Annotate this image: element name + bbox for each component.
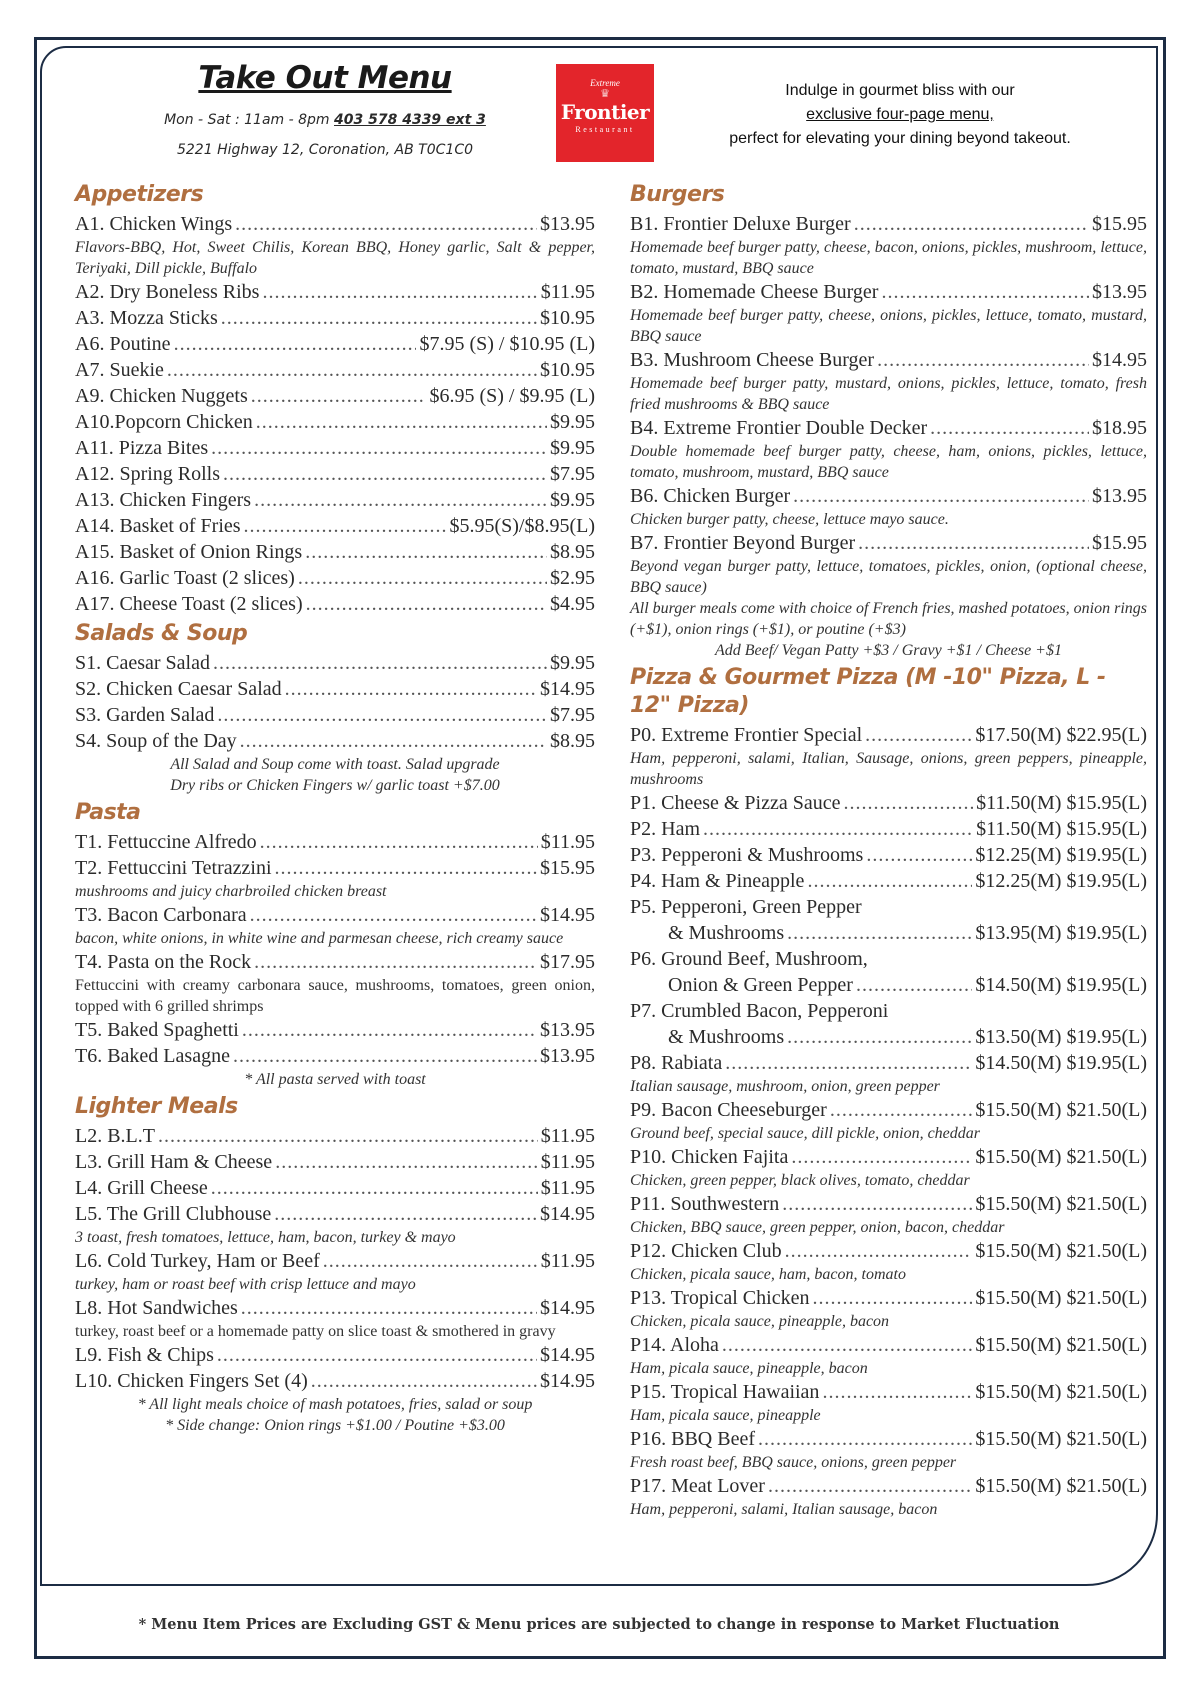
menu-item-price: $9.95 bbox=[550, 489, 595, 511]
menu-item-row bbox=[630, 998, 1147, 1024]
menu-item-row bbox=[75, 409, 595, 435]
menu-item-description: Ham, picala sauce, pineapple, bacon bbox=[630, 1360, 868, 1377]
menu-item-row bbox=[75, 305, 595, 331]
menu-item-price: $15.50(M) $21.50(L) bbox=[975, 1099, 1147, 1121]
dot-leader bbox=[854, 211, 1089, 237]
menu-item-price: $14.95 bbox=[540, 1344, 595, 1366]
menu-item-price: $18.95 bbox=[1092, 417, 1147, 439]
footer-disclaimer: * Menu Item Prices are Excluding GST & Menu prices are subjected to change in response to Market Fluctuation bbox=[138, 1616, 1060, 1633]
menu-item-name-line2: & Mushrooms bbox=[668, 1026, 785, 1048]
menu-item-row bbox=[630, 211, 1147, 237]
menu-item-row bbox=[75, 591, 595, 617]
restaurant-logo bbox=[556, 64, 654, 162]
section-title-pasta: Pasta bbox=[75, 800, 141, 825]
menu-item-name: A3. Mozza Sticks bbox=[75, 307, 218, 329]
salads-note: Dry ribs or Chicken Fingers w/ garlic toast +$7.00 bbox=[170, 777, 500, 794]
menu-item-name: B2. Homemade Cheese Burger bbox=[630, 281, 879, 303]
menu-item-name: P4. Ham & Pineapple bbox=[630, 870, 805, 892]
dot-leader bbox=[211, 1175, 538, 1201]
menu-item-price: $11.95 bbox=[540, 1125, 595, 1147]
menu-item-price: $15.50(M) $21.50(L) bbox=[975, 1381, 1147, 1403]
menu-item-name: P2. Ham bbox=[630, 818, 700, 840]
dot-leader bbox=[866, 842, 972, 868]
menu-item-row bbox=[75, 1043, 595, 1069]
menu-item-name: P3. Pepperoni & Mushrooms bbox=[630, 844, 864, 866]
menu-item-price: $6.95 (S) / $9.95 (L) bbox=[429, 385, 595, 407]
menu-item-name: T2. Fettuccini Tetrazzini bbox=[75, 857, 272, 879]
dot-leader bbox=[768, 1473, 972, 1499]
menu-item-price: $14.50(M) $19.95(L) bbox=[975, 974, 1147, 996]
dot-leader bbox=[256, 409, 547, 435]
menu-item-row bbox=[75, 331, 595, 357]
dot-leader bbox=[167, 357, 537, 383]
menu-item-name: A10.Popcorn Chicken bbox=[75, 411, 253, 433]
menu-item-price: $14.95 bbox=[540, 1370, 595, 1392]
menu-item-name: P0. Extreme Frontier Special bbox=[630, 724, 863, 746]
menu-item-name: B6. Chicken Burger bbox=[630, 485, 791, 507]
dot-leader bbox=[812, 1285, 972, 1311]
lighter-meals-list bbox=[75, 1123, 595, 1394]
menu-item-description: Fresh roast beef, BBQ sauce, onions, green pepper bbox=[630, 1454, 957, 1471]
menu-item-row bbox=[75, 702, 595, 728]
menu-item-name: B1. Frontier Deluxe Burger bbox=[630, 213, 851, 235]
menu-item-row bbox=[75, 1175, 595, 1201]
dot-leader bbox=[298, 565, 547, 591]
menu-item-name: P5. Pepperoni, Green Pepper bbox=[630, 896, 862, 918]
menu-item-price: $13.95 bbox=[540, 213, 595, 235]
menu-item-description: Chicken, green pepper, black olives, tomato, cheddar bbox=[630, 1172, 970, 1189]
menu-item-price: $12.25(M) $19.95(L) bbox=[975, 870, 1147, 892]
menu-item-description: Double homemade beef burger patty, cheese, ham, onions, pickles, lettuce, tomato, mushroom, mustard, BBQ sauce bbox=[630, 443, 1147, 481]
dot-leader bbox=[274, 1201, 537, 1227]
menu-item-description: 3 toast, fresh tomatoes, lettuce, ham, bacon, turkey & mayo bbox=[75, 1229, 456, 1246]
menu-item-price: $2.95 bbox=[550, 567, 595, 589]
dot-leader bbox=[235, 211, 537, 237]
pizza-list bbox=[630, 722, 1147, 1520]
menu-item-row bbox=[630, 1050, 1147, 1076]
menu-item-row bbox=[630, 1285, 1147, 1311]
menu-item-price: $15.50(M) $21.50(L) bbox=[975, 1240, 1147, 1262]
menu-item-name: B3. Mushroom Cheese Burger bbox=[630, 349, 875, 371]
menu-item-row bbox=[630, 1144, 1147, 1170]
menu-item-row bbox=[630, 347, 1147, 373]
menu-item-price: $13.95(M) $19.95(L) bbox=[975, 922, 1147, 944]
section-title-appetizers: Appetizers bbox=[75, 182, 204, 207]
menu-item-row bbox=[75, 487, 595, 513]
dot-leader bbox=[242, 1017, 537, 1043]
menu-item-price: $9.95 bbox=[550, 411, 595, 433]
menu-item-name: P10. Chicken Fajita bbox=[630, 1146, 789, 1168]
menu-item-row bbox=[75, 1248, 595, 1274]
dot-leader bbox=[787, 920, 972, 946]
menu-item-description: Ham, pepperoni, salami, Italian sausage, bacon bbox=[630, 1501, 938, 1518]
menu-item-row bbox=[75, 1342, 595, 1368]
menu-item-name: A14. Basket of Fries bbox=[75, 515, 241, 537]
dot-leader bbox=[703, 816, 973, 842]
dot-leader bbox=[793, 483, 1089, 509]
menu-item-row bbox=[630, 483, 1147, 509]
menu-item-row bbox=[75, 1368, 595, 1394]
dot-leader bbox=[233, 1043, 537, 1069]
dot-leader bbox=[877, 347, 1089, 373]
dot-leader bbox=[930, 415, 1089, 441]
menu-item-name: S2. Chicken Caesar Salad bbox=[75, 678, 282, 700]
dot-leader bbox=[782, 1191, 972, 1217]
menu-item-name: B7. Frontier Beyond Burger bbox=[630, 532, 856, 554]
burgers-note: Add Beef/ Vegan Patty +$3 / Gravy +$1 / Cheese +$1 bbox=[715, 642, 1062, 659]
menu-item-row bbox=[75, 1149, 595, 1175]
menu-item-row bbox=[75, 279, 595, 305]
dot-leader bbox=[217, 702, 547, 728]
menu-item-name: L4. Grill Cheese bbox=[75, 1177, 208, 1199]
menu-item-row bbox=[630, 946, 1147, 972]
menu-item-price: $7.95 bbox=[550, 463, 595, 485]
menu-item-price: $7.95 (S) / $10.95 (L) bbox=[419, 333, 595, 355]
menu-item-price: $8.95 bbox=[550, 541, 595, 563]
menu-item-name: P6. Ground Beef, Mushroom, bbox=[630, 948, 868, 970]
menu-item-price: $9.95 bbox=[550, 437, 595, 459]
dot-leader bbox=[174, 331, 417, 357]
menu-item-price: $11.95 bbox=[540, 831, 595, 853]
dot-leader bbox=[311, 1368, 537, 1394]
menu-item-row bbox=[630, 530, 1147, 556]
menu-item-row bbox=[75, 829, 595, 855]
menu-item-description: Homemade beef burger patty, cheese, bacon, onions, pickles, mushroom, lettuce, tomato, mustard, BBQ sauce bbox=[630, 239, 1147, 277]
dot-leader bbox=[725, 1050, 972, 1076]
menu-item-name: T3. Bacon Carbonara bbox=[75, 904, 247, 926]
menu-item-price: $14.95 bbox=[540, 904, 595, 926]
menu-item-description: bacon, white onions, in white wine and parmesan cheese, rich creamy sauce bbox=[75, 930, 564, 947]
menu-item-description: mushrooms and juicy charbroiled chicken breast bbox=[75, 883, 387, 900]
menu-item-row bbox=[630, 894, 1147, 920]
menu-item-name: S1. Caesar Salad bbox=[75, 652, 210, 674]
menu-item-name: T5. Baked Spaghetti bbox=[75, 1019, 239, 1041]
menu-item-price: $11.95 bbox=[540, 1151, 595, 1173]
menu-item-row bbox=[630, 279, 1147, 305]
menu-item-price: $14.95 bbox=[1092, 349, 1147, 371]
dot-leader bbox=[858, 530, 1089, 556]
dot-leader bbox=[830, 1097, 973, 1123]
menu-item-price: $10.95 bbox=[540, 307, 595, 329]
menu-item-name: P14. Aloha bbox=[630, 1334, 719, 1356]
menu-item-row bbox=[630, 920, 1147, 946]
menu-item-name: P13. Tropical Chicken bbox=[630, 1287, 810, 1309]
menu-item-description: Homemade beef burger patty, mustard, onions, pickles, lettuce, tomato, fresh fried mushrooms & BBQ sauce bbox=[630, 375, 1147, 413]
menu-item-name: P16. BBQ Beef bbox=[630, 1428, 755, 1450]
menu-item-description: Chicken, picala sauce, ham, bacon, tomato bbox=[630, 1266, 906, 1283]
menu-item-row bbox=[75, 902, 595, 928]
menu-item-description: Ham, pepperoni, salami, Italian, Sausage, onions, green peppers, pineapple, mushrooms bbox=[630, 750, 1147, 788]
menu-item-name: P17. Meat Lover bbox=[630, 1475, 765, 1497]
menu-item-name: A7. Suekie bbox=[75, 359, 164, 381]
menu-item-name: A6. Poutine bbox=[75, 333, 171, 355]
menu-item-name: T1. Fettuccine Alfredo bbox=[75, 831, 257, 853]
menu-item-price: $9.95 bbox=[550, 652, 595, 674]
menu-item-description: Homemade beef burger patty, cheese, onions, pickles, lettuce, tomato, mustard, BBQ sauce bbox=[630, 307, 1147, 345]
menu-item-row bbox=[630, 1238, 1147, 1264]
menu-item-row bbox=[630, 842, 1147, 868]
menu-item-row bbox=[75, 435, 595, 461]
section-title-burgers: Burgers bbox=[630, 182, 725, 207]
menu-item-description: turkey, roast beef or a homemade patty on slice toast & smothered in gravy bbox=[75, 1323, 556, 1340]
menu-item-price: $14.50(M) $19.95(L) bbox=[975, 1052, 1147, 1074]
menu-item-description: Beyond vegan burger patty, lettuce, tomatoes, pickles, onion, (optional cheese, BBQ sauce) bbox=[630, 558, 1147, 596]
menu-item-price: $12.25(M) $19.95(L) bbox=[975, 844, 1147, 866]
menu-item-row bbox=[630, 1024, 1147, 1050]
logo-name: Frontier bbox=[560, 100, 650, 124]
dot-leader bbox=[244, 513, 447, 539]
menu-item-row bbox=[75, 383, 595, 409]
menu-item-row bbox=[630, 1379, 1147, 1405]
phone-number[interactable]: 403 578 4339 ext 3 bbox=[334, 112, 486, 128]
menu-item-price: $15.50(M) $21.50(L) bbox=[975, 1193, 1147, 1215]
menu-item-price: $15.95 bbox=[1092, 213, 1147, 235]
menu-item-row bbox=[75, 461, 595, 487]
menu-item-row bbox=[75, 728, 595, 754]
lighter-note: * Side change: Onion rings +$1.00 / Poutine +$3.00 bbox=[165, 1417, 505, 1434]
dot-leader bbox=[275, 1149, 538, 1175]
menu-item-price: $4.95 bbox=[550, 593, 595, 615]
menu-item-price: $11.50(M) $15.95(L) bbox=[976, 818, 1147, 840]
dot-leader bbox=[250, 902, 537, 928]
dot-leader bbox=[758, 1426, 972, 1452]
menu-item-name: A12. Spring Rolls bbox=[75, 463, 221, 485]
menu-item-price: $15.95 bbox=[540, 857, 595, 879]
menu-item-name: P15. Tropical Hawaiian bbox=[630, 1381, 820, 1403]
menu-item-price: $11.95 bbox=[540, 1177, 595, 1199]
menu-title: Take Out Menu bbox=[198, 60, 452, 96]
menu-item-name: A11. Pizza Bites bbox=[75, 437, 209, 459]
pasta-note: * All pasta served with toast bbox=[244, 1071, 426, 1088]
dot-leader bbox=[158, 1123, 538, 1149]
address: 5221 Highway 12, Coronation, AB T0C1C0 bbox=[176, 142, 474, 158]
menu-item-row bbox=[75, 1017, 595, 1043]
menu-item-row bbox=[75, 650, 595, 676]
hours-text: Mon - Sat : 11am - 8pm bbox=[164, 112, 330, 128]
menu-item-description: Chicken burger patty, cheese, lettuce mayo sauce. bbox=[630, 511, 949, 528]
tagline bbox=[700, 79, 1100, 151]
dot-leader bbox=[305, 539, 547, 565]
dot-leader bbox=[785, 1238, 973, 1264]
right-column bbox=[630, 178, 1147, 1520]
menu-item-name: L3. Grill Ham & Cheese bbox=[75, 1151, 273, 1173]
menu-item-name: A2. Dry Boneless Ribs bbox=[75, 281, 260, 303]
menu-item-price: $14.95 bbox=[540, 1297, 595, 1319]
menu-item-description: Chicken, picala sauce, pineapple, bacon bbox=[630, 1313, 890, 1330]
dot-leader bbox=[217, 1342, 537, 1368]
menu-item-row bbox=[630, 1426, 1147, 1452]
section-title-salads: Salads & Soup bbox=[75, 621, 248, 646]
menu-item-name: L6. Cold Turkey, Ham or Beef bbox=[75, 1250, 320, 1272]
menu-item-row bbox=[630, 1332, 1147, 1358]
menu-item-price: $14.95 bbox=[540, 678, 595, 700]
menu-item-row bbox=[75, 855, 595, 881]
menu-item-name: S3. Garden Salad bbox=[75, 704, 215, 726]
menu-item-description: turkey, ham or roast beef with crisp lettuce and mayo bbox=[75, 1276, 416, 1293]
menu-item-name: S4. Soup of the Day bbox=[75, 730, 237, 752]
dot-leader bbox=[275, 855, 538, 881]
menu-item-price: $13.95 bbox=[540, 1045, 595, 1067]
menu-item-row bbox=[75, 539, 595, 565]
salads-note: All Salad and Soup come with toast. Salad upgrade bbox=[170, 756, 500, 773]
menu-item-row bbox=[630, 722, 1147, 748]
menu-item-price: $13.95 bbox=[1092, 281, 1147, 303]
dot-leader bbox=[221, 305, 537, 331]
dot-leader bbox=[285, 676, 537, 702]
menu-item-description: Ham, picala sauce, pineapple bbox=[630, 1407, 821, 1424]
menu-item-price: $17.50(M) $22.95(L) bbox=[975, 724, 1147, 746]
menu-item-row bbox=[630, 816, 1147, 842]
dot-leader bbox=[213, 650, 547, 676]
tagline-line: Indulge in gourmet bliss with our bbox=[785, 82, 1015, 99]
dot-leader bbox=[254, 487, 547, 513]
dot-leader bbox=[791, 1144, 972, 1170]
lighter-note: * All light meals choice of mash potatoes, fries, salad or soup bbox=[137, 1396, 533, 1413]
section-title-pizza: Pizza & Gourmet Pizza (M -10" Pizza, L - 12" Pizza) bbox=[630, 665, 1106, 718]
menu-item-price: $15.50(M) $21.50(L) bbox=[975, 1146, 1147, 1168]
menu-item-name: A1. Chicken Wings bbox=[75, 213, 233, 235]
menu-item-name: A17. Cheese Toast (2 slices) bbox=[75, 593, 303, 615]
tagline-line: exclusive four-page menu, bbox=[806, 106, 994, 123]
dot-leader bbox=[844, 790, 974, 816]
menu-item-name: L5. The Grill Clubhouse bbox=[75, 1203, 272, 1225]
menu-item-row bbox=[75, 211, 595, 237]
menu-item-name: L2. B.L.T bbox=[75, 1125, 155, 1147]
menu-item-row bbox=[75, 1201, 595, 1227]
menu-item-row bbox=[75, 357, 595, 383]
menu-item-row bbox=[630, 1097, 1147, 1123]
dot-leader bbox=[260, 829, 538, 855]
logo-sub-text: Restaurant bbox=[575, 125, 635, 134]
menu-item-row bbox=[630, 1473, 1147, 1499]
menu-item-price: $10.95 bbox=[540, 359, 595, 381]
menu-item-price: $15.50(M) $21.50(L) bbox=[975, 1287, 1147, 1309]
menu-item-name: L10. Chicken Fingers Set (4) bbox=[75, 1370, 308, 1392]
salads-list bbox=[75, 650, 595, 754]
burgers-note: All burger meals come with choice of French fries, mashed potatoes, onion rings (+$1), onion rings (+$1), or poutine (+$3) bbox=[630, 600, 1147, 638]
dot-leader bbox=[306, 591, 547, 617]
menu-item-price: $11.50(M) $15.95(L) bbox=[976, 792, 1147, 814]
dot-leader bbox=[807, 868, 972, 894]
dot-leader bbox=[223, 461, 547, 487]
menu-item-price: $5.95(S)/$8.95(L) bbox=[449, 515, 595, 537]
menu-item-price: $14.95 bbox=[540, 1203, 595, 1225]
dot-leader bbox=[722, 1332, 972, 1358]
menu-item-price: $8.95 bbox=[550, 730, 595, 752]
menu-item-name: B4. Extreme Frontier Double Decker bbox=[630, 417, 928, 439]
menu-item-price: $13.95 bbox=[540, 1019, 595, 1041]
tagline-line: perfect for elevating your dining beyond takeout. bbox=[729, 130, 1071, 147]
dot-leader bbox=[822, 1379, 972, 1405]
menu-item-name: A9. Chicken Nuggets bbox=[75, 385, 248, 407]
menu-item-row bbox=[75, 676, 595, 702]
menu-item-row bbox=[630, 972, 1147, 998]
left-column bbox=[75, 178, 595, 1436]
appetizers-list bbox=[75, 211, 595, 617]
menu-item-row bbox=[630, 415, 1147, 441]
crown-icon: ♛ bbox=[600, 88, 610, 100]
menu-item-description: Fettuccini with creamy carbonara sauce, mushrooms, tomatoes, green onion, topped with 6 grilled shrimps bbox=[75, 977, 595, 1015]
menu-item-name: A16. Garlic Toast (2 slices) bbox=[75, 567, 295, 589]
menu-item-price: $17.95 bbox=[540, 951, 595, 973]
menu-item-name-line2: Onion & Green Pepper bbox=[668, 974, 853, 996]
menu-item-price: $15.50(M) $21.50(L) bbox=[975, 1334, 1147, 1356]
menu-item-row bbox=[75, 949, 595, 975]
section-title-lighter: Lighter Meals bbox=[75, 1094, 238, 1119]
menu-item-description: Ground beef, special sauce, dill pickle, onion, cheddar bbox=[630, 1125, 980, 1142]
menu-item-price: $11.95 bbox=[540, 1250, 595, 1272]
dot-leader bbox=[254, 949, 537, 975]
dot-leader bbox=[262, 279, 537, 305]
opening-hours bbox=[150, 112, 500, 128]
menu-item-name: P12. Chicken Club bbox=[630, 1240, 782, 1262]
menu-item-name: P1. Cheese & Pizza Sauce bbox=[630, 792, 841, 814]
menu-item-name: P7. Crumbled Bacon, Pepperoni bbox=[630, 1000, 889, 1022]
menu-item-row bbox=[75, 565, 595, 591]
menu-item-name: P8. Rabiata bbox=[630, 1052, 723, 1074]
burgers-list bbox=[630, 211, 1147, 598]
menu-item-name: A13. Chicken Fingers bbox=[75, 489, 252, 511]
dot-leader bbox=[323, 1248, 538, 1274]
menu-item-description: Flavors-BBQ, Hot, Sweet Chilis, Korean BBQ, Honey garlic, Salt & pepper, Teriyaki, Dill pickle, Buffalo bbox=[75, 239, 595, 277]
menu-item-description: Chicken, BBQ sauce, green pepper, onion, bacon, cheddar bbox=[630, 1219, 1005, 1236]
menu-item-name: T4. Pasta on the Rock bbox=[75, 951, 252, 973]
menu-item-row bbox=[75, 1295, 595, 1321]
dot-leader bbox=[241, 1295, 537, 1321]
dot-leader bbox=[251, 383, 427, 409]
menu-item-name: T6. Baked Lasagne bbox=[75, 1045, 230, 1067]
dot-leader bbox=[240, 728, 547, 754]
menu-item-price: $13.95 bbox=[1092, 485, 1147, 507]
menu-item-name-line2: & Mushrooms bbox=[668, 922, 785, 944]
menu-item-row bbox=[75, 513, 595, 539]
dot-leader bbox=[787, 1024, 972, 1050]
dot-leader bbox=[881, 279, 1089, 305]
menu-item-price: $13.50(M) $19.95(L) bbox=[975, 1026, 1147, 1048]
menu-item-price: $15.95 bbox=[1092, 532, 1147, 554]
menu-item-name: A15. Basket of Onion Rings bbox=[75, 541, 303, 563]
menu-item-row bbox=[630, 790, 1147, 816]
dot-leader bbox=[865, 722, 972, 748]
dot-leader bbox=[856, 972, 972, 998]
menu-item-price: $7.95 bbox=[550, 704, 595, 726]
menu-item-description: Italian sausage, mushroom, onion, green pepper bbox=[630, 1078, 940, 1095]
menu-item-price: $15.50(M) $21.50(L) bbox=[975, 1428, 1147, 1450]
menu-item-price: $15.50(M) $21.50(L) bbox=[975, 1475, 1147, 1497]
menu-item-name: P9. Bacon Cheeseburger bbox=[630, 1099, 827, 1121]
menu-item-row bbox=[630, 868, 1147, 894]
menu-item-name: L8. Hot Sandwiches bbox=[75, 1297, 238, 1319]
pasta-list bbox=[75, 829, 595, 1069]
dot-leader bbox=[211, 435, 547, 461]
menu-item-name: P11. Southwestern bbox=[630, 1193, 780, 1215]
menu-item-row bbox=[630, 1191, 1147, 1217]
logo-top-text: Extreme bbox=[590, 78, 620, 88]
menu-item-name: L9. Fish & Chips bbox=[75, 1344, 214, 1366]
menu-item-price: $11.95 bbox=[540, 281, 595, 303]
menu-item-row bbox=[75, 1123, 595, 1149]
